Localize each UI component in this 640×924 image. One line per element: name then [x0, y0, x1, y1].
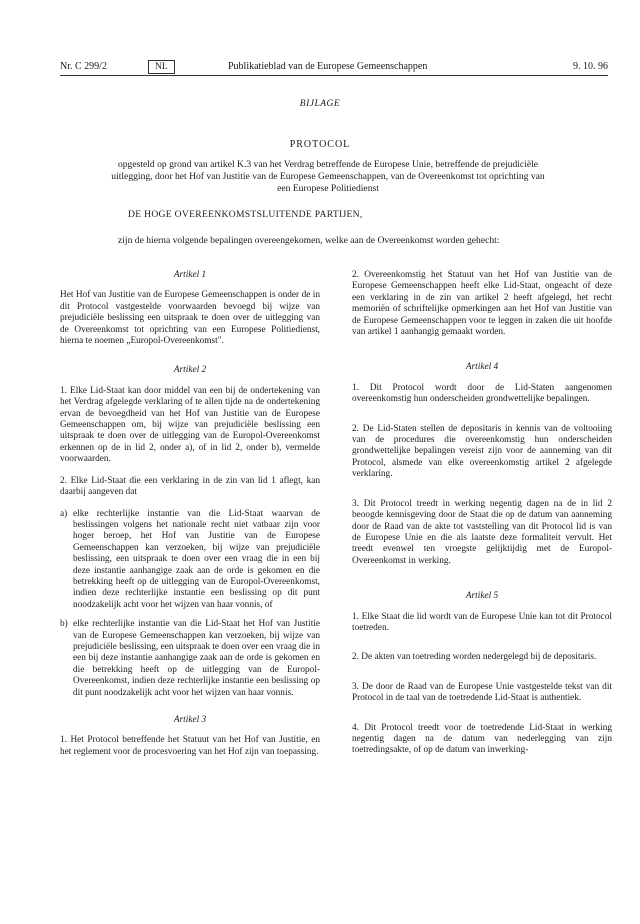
- article-4-paragraph-3: 3. Dit Protocol treedt in werking negentig dagen na de in lid 2 beoogde kennisgeving door de Staat die op de datum van aanneming door de Raad van de akte tot vaststelling van dit Protocol lid is van de Europese Unie en die als laatste deze formaliteit vervult. Het treedt evenwel ten vroegste gelijktijdig met de Europol-Overeenkomst in werking.: [352, 498, 612, 566]
- publication-date: 9. 10. 96: [573, 61, 608, 72]
- article-5-paragraph-4: 4. Dit Protocol treedt voor de toetredende Lid-Staat in werking negentig dagen na de datum van nederlegging van zijn toetredingsakte, of op de datum van inwerking-: [352, 722, 612, 756]
- article-4-paragraph-2: 2. De Lid-Staten stellen de depositaris in kennis van de voltooiing van de procedures die overeenkomstig hun onderscheiden grondwettelijke bepalingen vereist zijn voor de aanneming van dit Protocol, alsmede van elke overeenkomstig artikel 2 afgelegde verklaring.: [352, 423, 612, 480]
- journal-reference: Nr. C 299/2: [60, 61, 107, 72]
- annex-label: BIJLAGE: [299, 99, 341, 109]
- page-header: [60, 61, 608, 76]
- item-b-text: elke rechterlijke instantie van die Lid-Staat het Hof van Justitie van de Europese Gemeenschappen kan verzoeken, bij wijze van prejudiciële beslissing, een uitspraak te doen over een vraag die in een bij deze instantie aanhangige zaak aan de orde is gekomen en die betrekking heeft op de uitlegging van de Europol-Overeenkomst, indien deze rechterlijke instantie een beslissing op dit punt noodzakelijk acht voor het wijzen van haar vonnis.: [73, 619, 320, 698]
- article-5-title: Artikel 5: [465, 591, 499, 602]
- document-title: PROTOCOL: [289, 139, 351, 150]
- article-1-text: Het Hof van Justitie van de Europese Gemeenschappen is onder de in dit Protocol vastgestelde voorwaarden bevoegd bij wijze van prejudiciële beslissing een uitspraak te doen over de uitlegging van de Overeenkomst tot oprichting van een Europese Politiedienst, hierna te noemen „Europol-Overeenkomst".: [60, 290, 320, 347]
- article-4-paragraph-1: 1. Dit Protocol wordt door de Lid-Staten aangenomen overeenkomstig hun onderscheiden grondwettelijke bepalingen.: [352, 382, 612, 405]
- article-1-title: Artikel 1: [173, 270, 207, 280]
- article-3-title: Artikel 3: [173, 715, 207, 725]
- article-5-paragraph-1: 1. Elke Staat die lid wordt van de Europese Unie kan tot dit Protocol toetreden.: [352, 611, 612, 633]
- article-2-item-a: [60, 509, 320, 612]
- item-a-text: elke rechterlijke instantie van die Lid-Staat waarvan de beslissingen volgens het nationale recht niet vatbaar zijn voor hoger beroep, het Hof van Justitie van de Europese Gemeenschappen kan verzoeken, bij wijze van prejudiciële beslissing, een uitspraak te doen over een vraag die in een bij deze instantie aanhangige zaak aan de orde is gekomen en die betrekking heeft op de uitlegging van de Europol-Overeenkomst, indien deze rechterlijke instantie een beslissing op dit punt noodzakelijk acht voor het wijzen van haar vonnis, of: [73, 508, 320, 610]
- item-a-label: a): [60, 508, 68, 519]
- intro-paragraph: zijn de hierna volgende bepalingen overeengekomen, welke aan de Overeenkomst worden gehecht:: [118, 235, 500, 246]
- article-5-paragraph-3: 3. De door de Raad van de Europese Unie vastgestelde tekst van dit Protocol in de taal van de toetredende Lid-Staat is authentiek.: [352, 681, 612, 704]
- article-2-title: Artikel 2: [173, 365, 207, 376]
- publication-title: Publikatieblad van de Europese Gemeenschappen: [228, 61, 428, 72]
- article-5-paragraph-2: 2. De akten van toetreding worden nedergelegd bij de depositaris.: [352, 652, 597, 663]
- article-2-item-b: [60, 619, 320, 699]
- article-3-paragraph-1: 1. Het Protocol betreffende het Statuut van het Hof van Justitie, en het reglement voor de procesvoering van het Hof zijn van toepassing.: [60, 735, 320, 757]
- left-column: [60, 270, 320, 768]
- parties-heading: DE HOGE OVEREENKOMSTSLUITENDE PARTIJEN,: [128, 209, 363, 220]
- item-b-label: b): [60, 619, 68, 630]
- language-code-box: NL: [148, 60, 175, 74]
- article-3-paragraph-2: 2. Overeenkomstig het Statuut van het Hof van Justitie van de Europese Gemeenschappen heeft elke Lid-Staat, ongeacht of deze een verklaring in de zin van artikel 2 heeft afgelegd, het recht memoriën of schriftelijke opmerkingen aan het Hof van Justitie van de Europese Gemeenschappen voor te leggen in zaken die uit hoofde van artikel 1 aanhangig gemaakt worden.: [352, 270, 612, 338]
- article-4-title: Artikel 4: [465, 362, 499, 373]
- article-2-paragraph-2: 2. Elke Lid-Staat die een verklaring in de zin van lid 1 aflegt, kan daarbij aangeven dat: [60, 475, 320, 498]
- document-subtitle: opgesteld op grond van artikel K.3 van het Verdrag betreffende de Europese Unie, betreffende de prejudiciële uitlegging, door het Hof van Justitie van de Europese Gemeenschappen, van de Overeenkomst tot oprichting van een Europese Politiedienst: [111, 159, 545, 194]
- article-2-paragraph-1: 1. Elke Lid-Staat kan door middel van een bij de ondertekening van het Verdrag afgelegde verklaring of te allen tijde na de ondertekening ervan de bevoegdheid van het Hof van Justitie van de Europese Gemeenschappen om, bij wijze van prejudiciële beslissing een uitspraak te doen over de uitlegging van de Europol-Overeenkomst erkennen op de in lid 2, onder a), of in lid 2, onder b), vermelde voorwaarden.: [60, 385, 320, 465]
- right-column: [352, 270, 612, 767]
